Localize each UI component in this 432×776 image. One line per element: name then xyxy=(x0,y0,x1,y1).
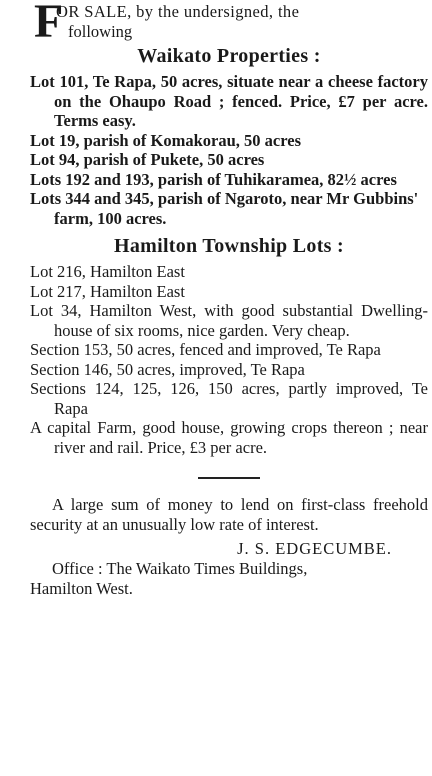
hamilton-township-heading: Hamilton Township Lots : xyxy=(113,235,345,257)
intro-line-2: following xyxy=(68,22,133,41)
drop-cap: F xyxy=(34,0,64,48)
lot-217-entry: Lot 217, Hamilton East xyxy=(30,281,185,301)
intro-line-1: OR SALE, by the undersigned, the xyxy=(56,2,300,21)
lot-94-entry: Lot 94, parish of Pukete, 50 acres xyxy=(30,150,265,169)
lot-34-entry: Lot 34, Hamilton West, with good substantial Dwelling-house of six rooms, nice garden. Very cheap. xyxy=(30,301,428,340)
lots-344-345-entry: Lots 344 and 345, parish of Ngaroto, near Mr Gubbins' farm, 100 acres. xyxy=(30,189,419,228)
section-153-entry: Section 153, 50 acres, fenced and improved, Te Rapa xyxy=(30,340,381,359)
divider-rule xyxy=(198,477,260,479)
lot-101-entry: Lot 101, Te Rapa, 50 acres, situate near a cheese factory on the Ohaupo Road ; fenced. Price, £7 per acre. Terms easy. xyxy=(30,72,428,130)
sections-124-126-entry: Sections 124, 125, 126, 150 acres, partly improved, Te Rapa xyxy=(30,379,428,418)
lots-192-193-entry: Lots 192 and 193, parish of Tuhikaramea, 82½ acres xyxy=(30,169,397,189)
signature: J. S. EDGECUMBE. xyxy=(237,539,392,558)
lot-216-entry: Lot 216, Hamilton East xyxy=(30,262,185,281)
section-146-entry: Section 146, 50 acres, improved, Te Rapa xyxy=(30,359,305,379)
lot-19-entry: Lot 19, parish of Komakorau, 50 acres xyxy=(30,130,302,150)
capital-farm-entry: A capital Farm, good house, growing crops thereon ; near river and rail. Price, £3 per acre. xyxy=(30,418,428,457)
office-address-line-1: Office : The Waikato Times Buildings, xyxy=(52,559,308,578)
waikato-properties-heading: Waikato Properties : xyxy=(137,45,321,67)
loan-notice: A large sum of money to lend on first-class freehold security at an unusually low rate of interest. xyxy=(30,495,428,534)
office-address-line-2: Hamilton West. xyxy=(30,579,133,598)
intro xyxy=(30,0,428,48)
